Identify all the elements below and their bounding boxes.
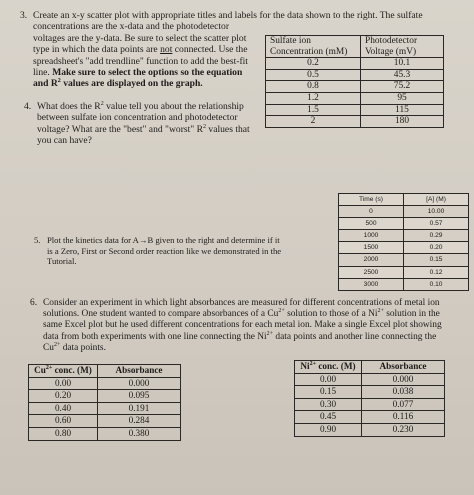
question-3-line-6: line. Make sure to select the options so the equation — [33, 67, 243, 79]
column-header-absorbance: Absorbance — [362, 361, 445, 374]
column-header-concentration-line1: Sulfate ion — [266, 36, 361, 47]
table-row: 500 0.57 — [339, 218, 469, 230]
table-row: 0.30 0.077 — [295, 398, 445, 411]
table-row: 1.2 95 — [266, 92, 444, 104]
question-3-number: 3. — [20, 10, 28, 21]
column-header-absorbance: Absorbance — [98, 365, 181, 378]
table-header-row — [266, 47, 444, 58]
sulfate-voltage-table — [265, 35, 444, 128]
table-header-row — [29, 365, 181, 378]
table-row: 0.8 75.2 — [266, 81, 444, 93]
table-header-row — [295, 361, 445, 374]
question-4: 4. What does the $R^2$ value tell you about the relationship between sulfate ion concentration and photodetector voltage? What are the "best" and "worst" $R^2$ values that you can have? — [24, 100, 250, 147]
question-6-number: 6. — [30, 298, 38, 308]
column-header-time: Time (s) — [339, 194, 404, 206]
question-4-number: 4. — [24, 101, 32, 112]
table-row: 0 10.00 — [339, 206, 469, 218]
table-row: 1500 0.20 — [339, 242, 469, 254]
table-header-row — [339, 194, 469, 206]
table-row: 0.2 10.1 — [266, 58, 444, 70]
table-row: 0.45 0.116 — [295, 411, 445, 424]
table-row: 0.20 0.095 — [29, 390, 181, 403]
table-row: 0.00 0.000 — [29, 377, 181, 390]
table-row: 1000 0.29 — [339, 230, 469, 242]
table-row: 0.15 0.038 — [295, 386, 445, 399]
table-row: 2 180 — [266, 116, 444, 128]
question-3-line-2: concentrations are the x-data and the photodetector — [33, 21, 230, 33]
column-header-voltage-line2: Voltage (mV) — [361, 47, 444, 58]
table-row: 0.90 0.230 — [295, 423, 445, 436]
question-3-line-7: and $R^2$ values are displayed on the graph. — [33, 78, 203, 90]
column-header-cu-conc: $Cu^{2+}$ conc. (M) — [29, 365, 98, 378]
table-row: 0.60 0.284 — [29, 415, 181, 428]
question-3-line-5: spreadsheet's "add trendline" function to add the best-fit — [33, 55, 248, 67]
column-header-voltage-line1: Photodetector — [361, 36, 444, 47]
column-header-concentration-line2: Concentration (mM) — [266, 47, 361, 58]
table-row: 1.5 115 — [266, 104, 444, 116]
column-header-ni-conc: $Ni^{2+}$ conc. (M) — [295, 361, 362, 374]
table-row: 0.00 0.000 — [295, 373, 445, 386]
question-3-line-3: voltages are the y-data. Be sure to select the scatter plot — [33, 32, 247, 44]
table-header-row — [266, 36, 444, 47]
table-row: 0.80 0.380 — [29, 427, 181, 440]
table-row: 2500 0.12 — [339, 266, 469, 278]
table-row: 0.40 0.191 — [29, 402, 181, 415]
question-5-number: 5. — [34, 235, 41, 245]
kinetics-table — [338, 193, 469, 291]
question-3-line-4: type in which the data points are not connected. Use the — [33, 44, 248, 56]
question-6: 6. Consider an experiment in which light absorbances are measured for different concentrations of metal ion solutions. One student wanted to compare absorbances of a $Cu^{2+}$ solution to those of a $Ni^{2+}$ solution in the same Excel plot but he used different concentrations for each metal ion. Make a single Excel plot showing data from both experiments with one line connecting the $Ni^{2+}$ data points and another line connecting the $Cu^{2+}$ data points. — [30, 298, 442, 353]
question-3-line-1: Create an x-y scatter plot with appropriate titles and labels for the data shown to the right. The sulfate — [33, 10, 423, 21]
nickel-absorbance-table — [294, 360, 445, 437]
question-5: 5. Plot the kinetics data for A→B given to the right and determine if it is a Zero, First or Second order reaction like we demonstrated in the Tutorial. — [34, 235, 282, 267]
emphasis-not: not — [160, 44, 173, 56]
table-row: 3000 0.10 — [339, 278, 469, 290]
table-row: 2000 0.15 — [339, 254, 469, 266]
table-row: 0.5 45.3 — [266, 69, 444, 81]
column-header-concentration: [A] (M) — [404, 194, 469, 206]
copper-absorbance-table — [28, 364, 181, 441]
